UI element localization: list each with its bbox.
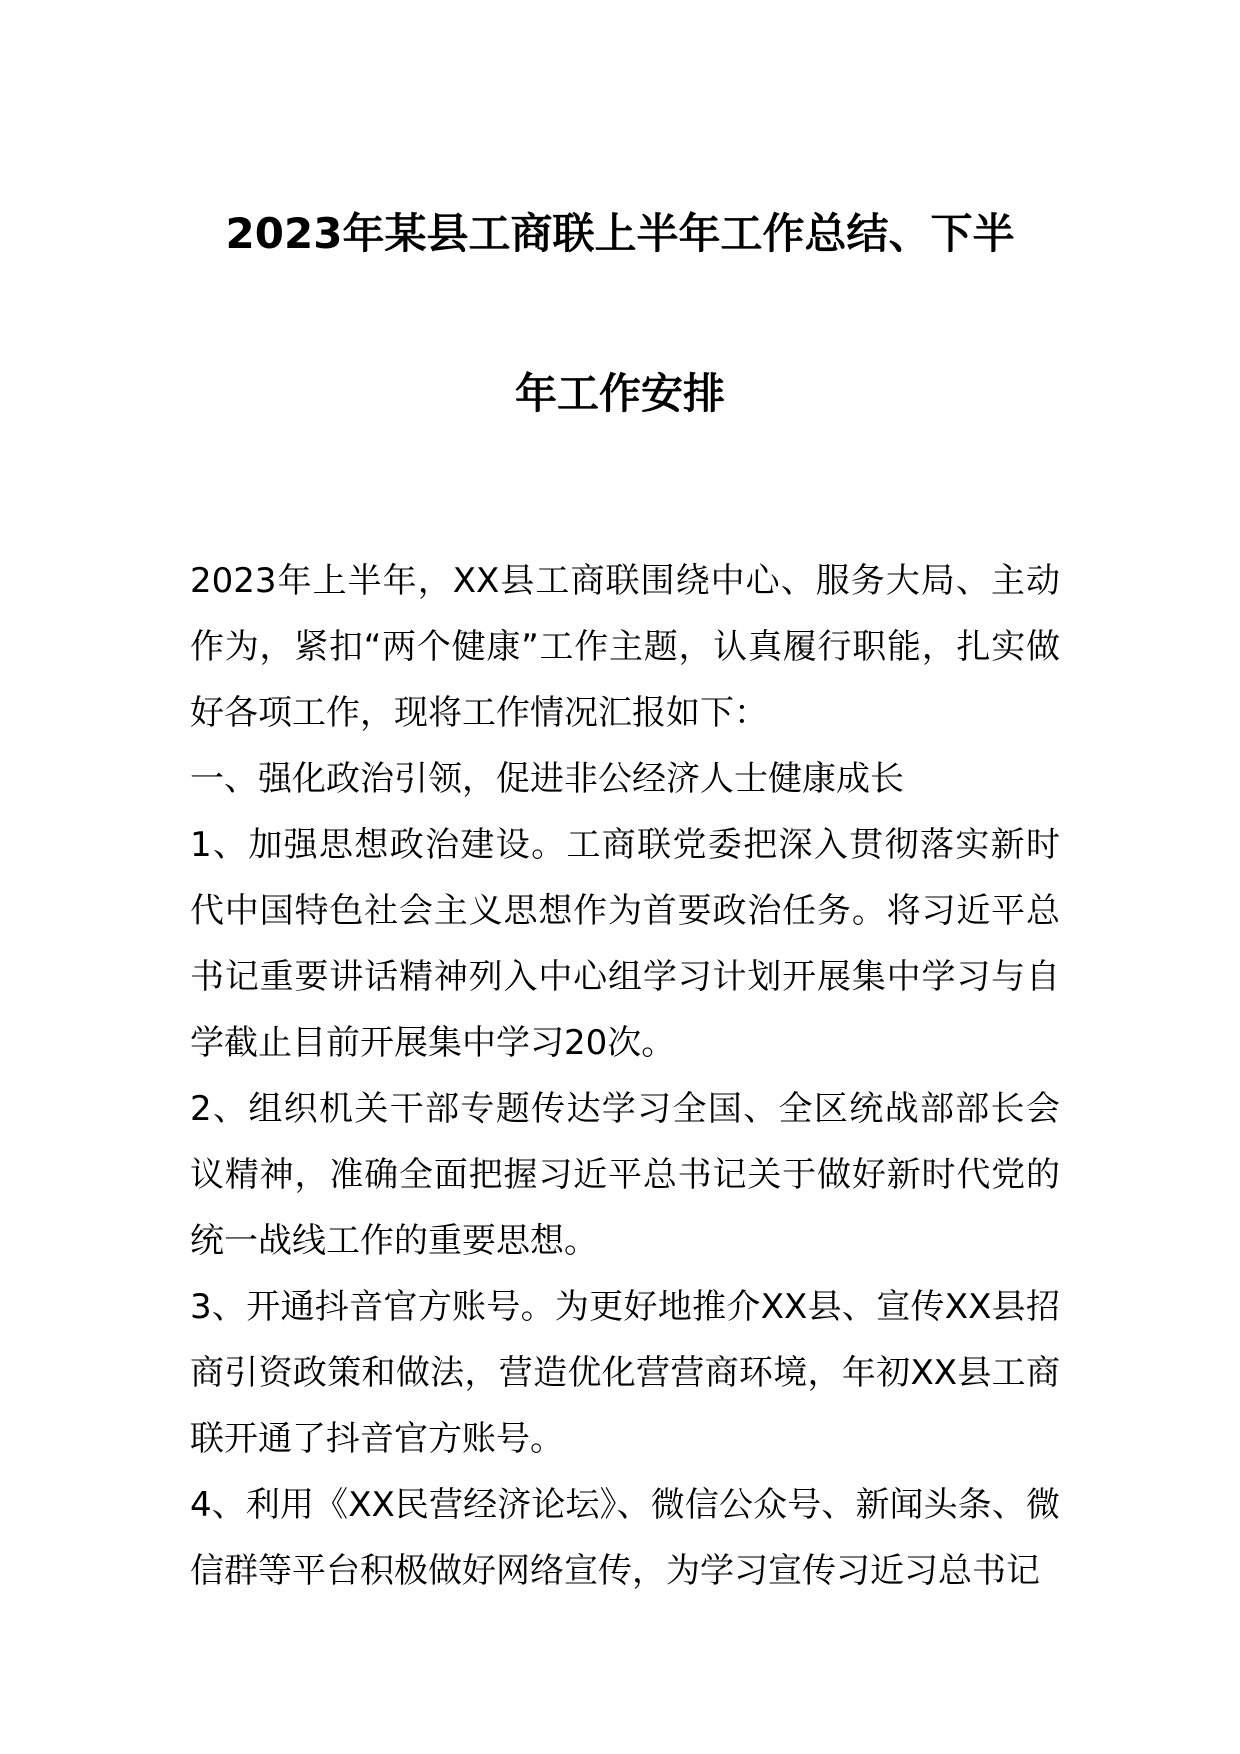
document-title-line-1: 2023年某县工商联上半年工作总结、下半: [225, 209, 1015, 258]
item-paragraph-4: 4、利用《XX民营经济论坛》、微信公众号、新闻头条、微信群等平台积极做好网络宣传，为学习宣传习近习总书记: [190, 1485, 1060, 1591]
item-paragraph-2: 2、组织机关干部专题传达学习全国、全区统战部部长会议精神，准确全面把握习近平总书记关于做好新时代党的统一战线工作的重要思想。: [190, 1089, 1060, 1261]
item-paragraph-3: 3、开通抖音官方账号。为更好地推介XX县、宣传XX县招商引资政策和做法，营造优化营营商环境，年初XX县工商联开通了抖音官方账号。: [190, 1287, 1060, 1459]
intro-paragraph: 2023年上半年，XX县工商联围绕中心、服务大局、主动作为，紧扣“两个健康”工作主题，认真履行职能，扎实做好各项工作，现将工作情况汇报如下：: [190, 561, 1060, 733]
section-heading-1: 一、强化政治引领，促进非公经济人士健康成长: [190, 759, 904, 799]
document-body: [190, 548, 1060, 1604]
item-paragraph-1: 1、加强思想政治建设。工商联党委把深入贯彻落实新时代中国特色社会主义思想作为首要政治任务。将习近平总书记重要讲话精神列入中心组学习计划开展集中学习与自学截止目前开展集中学习20次。: [190, 825, 1060, 1063]
document-title-line-2: 年工作安排: [514, 369, 725, 418]
